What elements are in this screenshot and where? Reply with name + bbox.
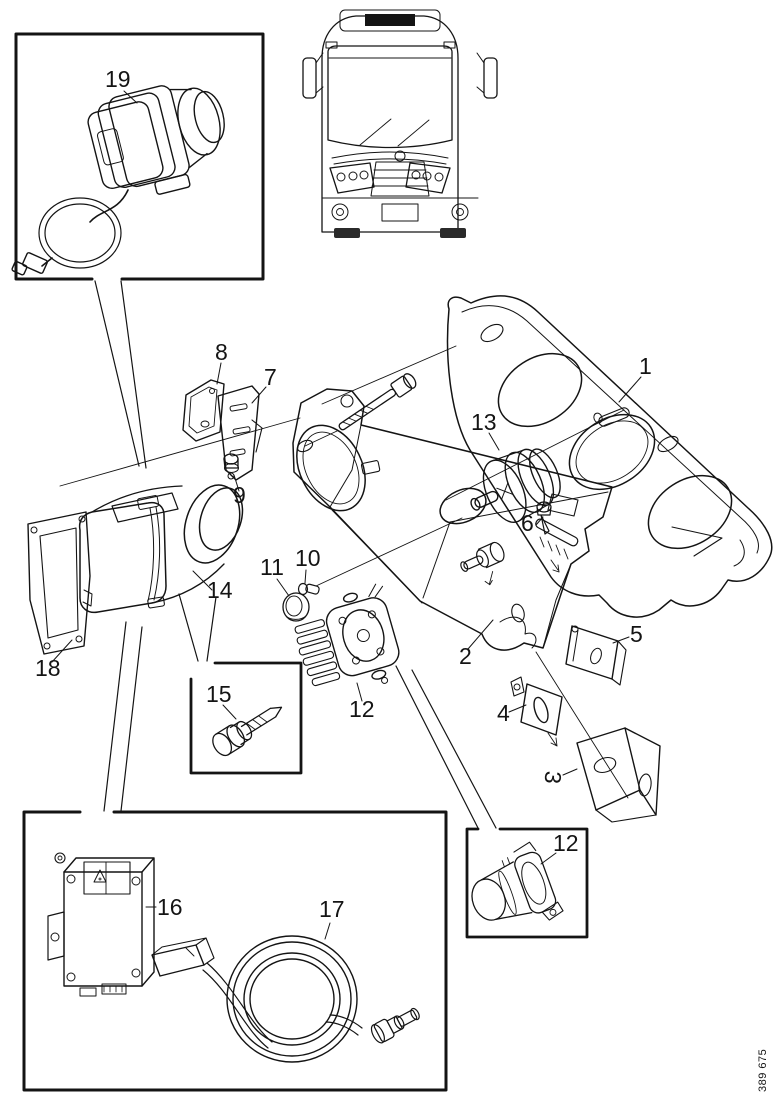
callout-3: 3 xyxy=(539,769,567,785)
leader-part14-to-box15 xyxy=(179,594,216,661)
part-8-gasket-plate xyxy=(183,380,224,441)
part-11-grommet xyxy=(283,593,309,621)
part-17-cable-harness xyxy=(152,936,423,1062)
callout-11: 11 xyxy=(260,554,284,580)
leader-box19-to-part14 xyxy=(95,281,146,468)
callout-18: 18 xyxy=(35,655,61,681)
callout-5: 5 xyxy=(630,621,643,647)
part-3-angle-bracket xyxy=(577,728,660,822)
part-19-actuator-motor xyxy=(11,73,238,276)
callout-14: 14 xyxy=(207,577,233,603)
callout-16: 16 xyxy=(157,894,183,920)
callout-19: 19 xyxy=(105,66,131,92)
inset-box-15 xyxy=(191,663,301,773)
callout-4: 4 xyxy=(497,700,510,726)
callout-10: 10 xyxy=(295,545,321,571)
leader-part14-to-box16 xyxy=(104,622,142,811)
callout-1: 1 xyxy=(639,353,652,379)
callout-2: 2 xyxy=(459,643,472,669)
callout-7: 7 xyxy=(264,364,277,390)
callout-12: 12 xyxy=(349,696,375,722)
leader-part12-to-inset xyxy=(396,666,496,828)
part-1-headlamp-panel xyxy=(448,296,772,617)
inset-box-16-17 xyxy=(24,812,446,1090)
part-18-gasket-frame xyxy=(28,512,92,654)
part-12-connector xyxy=(287,582,408,703)
inset-box-19 xyxy=(16,34,263,279)
callout-15: 15 xyxy=(206,681,232,707)
callout-6: 6 xyxy=(521,510,534,536)
callout-9: 9 xyxy=(233,482,246,508)
callout-13: 13 xyxy=(471,409,497,435)
part-16-control-unit xyxy=(48,853,154,996)
part-13-lamp xyxy=(457,438,569,592)
callout-8: 8 xyxy=(215,339,228,365)
part-12-inset-connector xyxy=(460,839,564,942)
part-10-bolt xyxy=(299,584,320,595)
part-2-bracket xyxy=(283,389,612,650)
figure-code: 389 675 xyxy=(757,1048,769,1092)
part-5-bracket xyxy=(566,626,626,685)
callout-12-inset: 12 xyxy=(553,830,579,856)
callout-17: 17 xyxy=(319,896,345,922)
bus-front-view xyxy=(303,10,497,238)
part-4-bracket xyxy=(511,677,562,746)
